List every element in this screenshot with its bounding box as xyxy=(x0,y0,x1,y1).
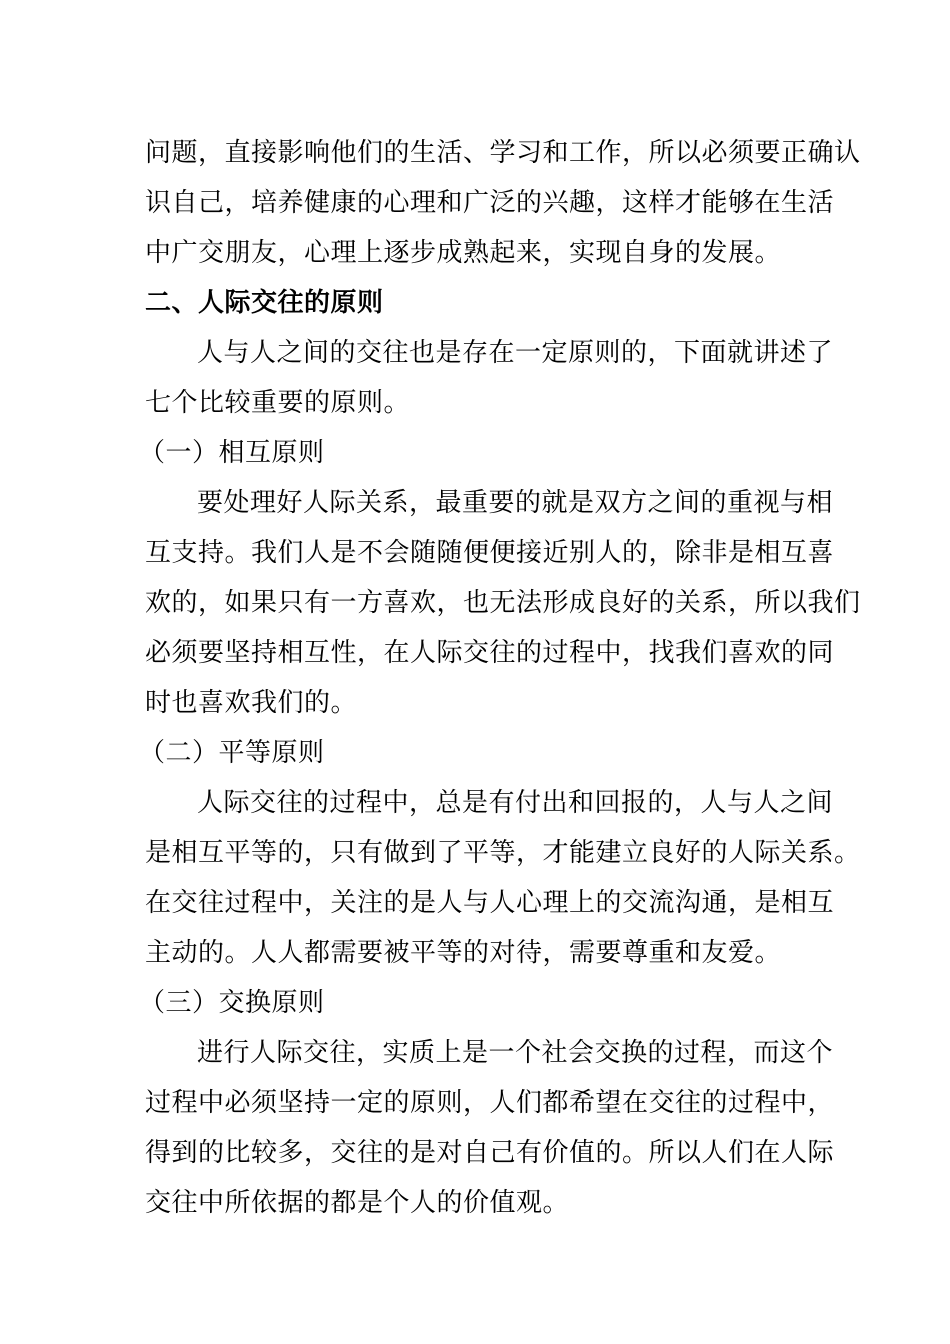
principle-2-paragraph xyxy=(145,778,861,978)
principle-3-line: 过程中必须坚持一定的原则，人们都希望在交往的过程中， xyxy=(145,1088,835,1118)
section-intro-line: 七个比较重要的原则。 xyxy=(145,388,411,418)
principle-2-line: 主动的。人人都需要被平等的对待，需要尊重和友爱。 xyxy=(145,938,782,968)
intro-line: 中广交朋友，心理上逐步成熟起来，实现自身的发展。 xyxy=(145,238,782,268)
principle-1-paragraph xyxy=(145,478,861,728)
principle-3-paragraph xyxy=(145,1028,835,1228)
principle-1-line: 互支持。我们人是不会随随便便接近别人的，除非是相互喜 xyxy=(145,538,835,568)
section-heading: 二、人际交往的原则 xyxy=(145,288,384,318)
principle-3-line: 得到的比较多，交往的是对自己有价值的。所以人们在人际 xyxy=(145,1138,835,1168)
principle-1-title: （一）相互原则 xyxy=(139,438,325,468)
intro-line: 问题，直接影响他们的生活、学习和工作，所以必须要正确认 xyxy=(145,138,861,168)
principle-1-line: 要处理好人际关系，最重要的就是双方之间的重视与相 xyxy=(197,488,834,518)
principle-2-line: 人际交往的过程中，总是有付出和回报的，人与人之间 xyxy=(197,788,834,818)
section-intro-line: 人与人之间的交往也是存在一定原则的，下面就讲述了 xyxy=(197,338,834,368)
principle-1-line: 时也喜欢我们的。 xyxy=(145,688,358,718)
intro-line: 识自己，培养健康的心理和广泛的兴趣，这样才能够在生活 xyxy=(145,188,835,218)
principle-2-line: 在交往过程中，关注的是人与人心理上的交流沟通，是相互 xyxy=(145,888,835,918)
principle-1-line: 欢的，如果只有一方喜欢，也无法形成良好的关系，所以我们 xyxy=(145,588,861,618)
principle-3-title: （三）交换原则 xyxy=(139,988,325,1018)
principle-2-title: （二）平等原则 xyxy=(139,738,325,768)
document-page xyxy=(139,128,861,1228)
principle-1-line: 必须要坚持相互性，在人际交往的过程中，找我们喜欢的同 xyxy=(145,638,835,668)
principle-2-line: 是相互平等的，只有做到了平等，才能建立良好的人际关系。 xyxy=(145,838,861,868)
section-intro-paragraph xyxy=(145,328,834,428)
intro-paragraph xyxy=(145,128,861,278)
principle-3-line: 交往中所依据的都是个人的价值观。 xyxy=(145,1188,570,1218)
principle-3-line: 进行人际交往，实质上是一个社会交换的过程，而这个 xyxy=(197,1038,834,1068)
